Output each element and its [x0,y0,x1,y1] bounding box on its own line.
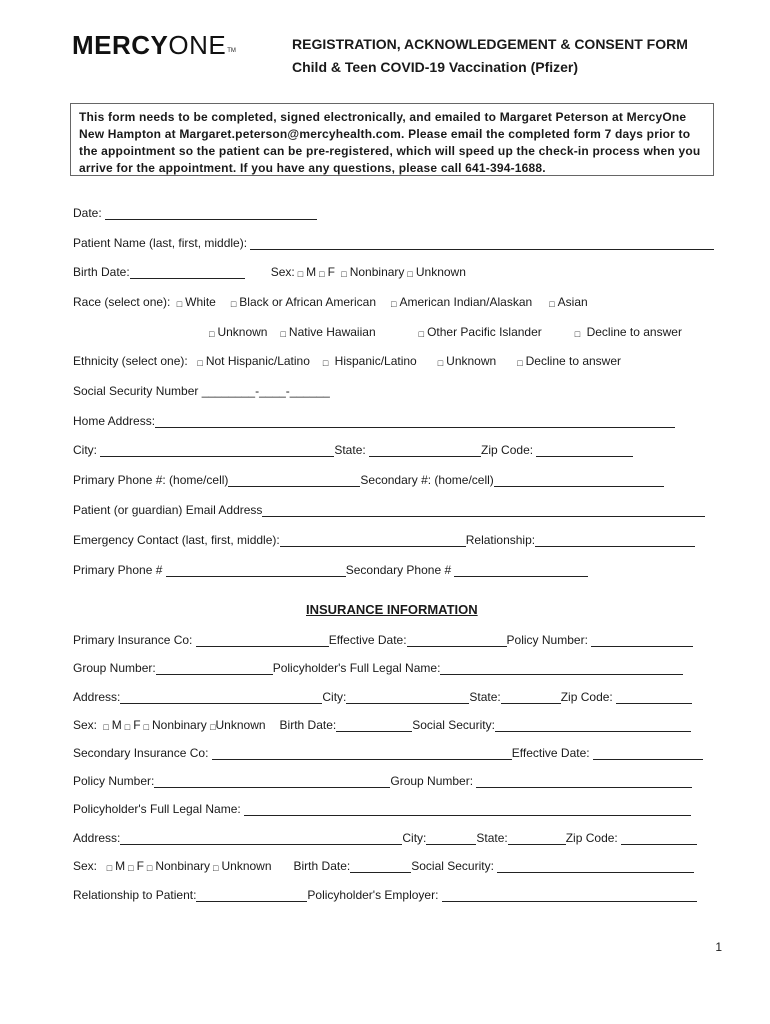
secondary-zip-label: Zip Code: [565,831,618,845]
race-label: Race (select one): [73,295,171,309]
logo-bold-text: MERCY [72,30,169,60]
checkbox-icon[interactable]: □ [209,329,215,339]
secondary-hc-label: Secondary #: (home/cell) [360,473,494,487]
checkbox-icon[interactable]: □ [210,722,216,732]
secondary-policyholder-row [73,802,691,816]
secondary-policy-number-label: Policy Number: [73,774,155,788]
insurance-zip-field[interactable] [616,691,692,704]
home-address-field[interactable] [155,415,675,428]
race-asian-label: Asian [557,295,588,309]
race-row-1 [73,295,588,309]
secondary-address-label: Address: [73,831,121,845]
secondary-f-label: F [136,859,144,873]
primary-phone-field[interactable] [166,564,346,577]
secondary-state-field[interactable] [508,832,566,845]
zip-field[interactable] [536,444,633,457]
sex-nonbinary-label: Nonbinary [349,265,405,279]
date-label: Date: [73,206,102,220]
secondary-birth-date-field[interactable] [350,860,411,873]
relationship-to-patient-field[interactable] [196,889,307,902]
sex-unknown-label: Unknown [415,265,466,279]
sex-f-label: F [327,265,335,279]
insurance-sex-row-2 [73,859,694,873]
relationship-label: Relationship: [465,533,536,547]
home-address-row [73,414,675,428]
race-row-2 [206,325,682,339]
city-label: City: [73,443,97,457]
race-hawaiian-label: Native Hawaiian [288,325,376,339]
secondary-city-field[interactable] [426,832,476,845]
secondary-group-number-label: Group Number: [390,774,474,788]
insurance-f-label: F [133,718,141,732]
eth-not-hispanic-label: Not Hispanic/Latino [205,354,310,368]
insurance-address-row [73,690,692,704]
ethnicity-row [73,354,621,368]
race-pacific-label: Other Pacific Islander [427,325,542,339]
secondary-unknown-label: Unknown [221,859,272,873]
form-title: REGISTRATION, ACKNOWLEDGEMENT & CONSENT FORM [292,36,688,52]
checkbox-icon[interactable]: □ [437,358,444,368]
insurance-city-field[interactable] [346,691,469,704]
insurance-m-label: M [111,718,122,732]
checkbox-icon[interactable]: □ [341,269,347,279]
zip-label: Zip Code: [481,443,534,457]
secondary-nonbinary-label: Nonbinary [155,859,211,873]
insurance-sex-label: Sex: [73,718,98,732]
checkbox-icon[interactable]: □ [230,299,237,309]
insurance-address-field[interactable] [120,691,322,704]
logo-light-text: ONE [168,30,227,60]
policy-number-field[interactable] [591,634,693,647]
checkbox-icon[interactable]: □ [407,269,413,279]
city-state-zip-row [73,443,633,457]
checkbox-icon[interactable]: □ [213,863,219,873]
page-number: 1 [715,940,722,954]
relationship-field[interactable] [535,534,695,547]
primary-insurance-field[interactable] [196,634,329,647]
ssn-row [73,384,330,398]
insurance-nonbinary-label: Nonbinary [152,718,207,732]
insurance-city-label: City: [322,690,347,704]
email-field[interactable] [262,504,705,517]
home-address-label: Home Address: [73,414,156,428]
secondary-address-field[interactable] [120,832,402,845]
phone-row [73,473,664,487]
checkbox-icon[interactable]: □ [549,299,555,309]
secondary-policy-number-field[interactable] [154,775,390,788]
secondary-ssn-field[interactable] [497,860,694,873]
secondary-city-label: City: [402,831,427,845]
group-number-label: Group Number: [73,661,156,675]
insurance-state-label: State: [469,690,501,704]
primary-phone-hc-label: Primary Phone #: (home/cell) [73,473,229,487]
ethnicity-label: Ethnicity (select one): [73,354,188,368]
secondary-m-label: M [115,859,126,873]
relationship-employer-row [73,888,697,902]
emergency-contact-field[interactable] [280,534,466,547]
date-row [73,206,317,220]
insurance-zip-label: Zip Code: [560,690,613,704]
patient-name-field[interactable] [250,237,714,250]
insurance-ssn-label: Social Security: [412,718,495,732]
email-row [73,503,705,517]
policyholder-name-field[interactable] [440,662,683,675]
secondary-insurance-field[interactable] [212,747,512,760]
sex-m-label: M [306,265,317,279]
secondary-insurance-label: Secondary Insurance Co: [73,746,209,760]
effective-date-field[interactable] [407,634,507,647]
insurance-state-field[interactable] [501,691,561,704]
checkbox-icon[interactable]: □ [176,299,183,309]
birth-date-label: Birth Date: [73,265,130,279]
insurance-unknown-label: Unknown [215,718,266,732]
instructions-notice: This form needs to be completed, signed electronically, and emailed to Margaret Peterson at MercyOne New Hampton at Margaret.peterson@mercyhealth.com. Please email the completed form 7 days prior to the appointment so the patient can be pre-registered, which will speed up the check-in process when you arrive for the appointment. If you have any questions, please call 641-394-1688. [70,103,714,176]
policyholder-employer-field[interactable] [442,889,697,902]
secondary-hc-field[interactable] [494,474,664,487]
checkbox-icon[interactable]: □ [319,269,325,279]
emergency-contact-label: Emergency Contact (last, first, middle): [73,533,280,547]
checkbox-icon[interactable]: □ [106,863,113,873]
secondary-policy-row [73,774,692,788]
checkbox-icon[interactable]: □ [574,329,581,339]
primary-insurance-row [73,633,693,647]
insurance-sex-row-1 [73,718,691,732]
sex-label: Sex: [270,265,295,279]
checkbox-icon[interactable]: □ [418,329,425,339]
form-subtitle: Child & Teen COVID-19 Vaccination (Pfizer) [292,59,579,75]
checkbox-icon[interactable]: □ [128,863,134,873]
insurance-birth-date-field[interactable] [336,719,412,732]
insurance-ssn-field[interactable] [495,719,691,732]
secondary-zip-field[interactable] [621,832,697,845]
effective-date-label: Effective Date: [328,633,407,647]
checkbox-icon[interactable]: □ [297,269,304,279]
race-black-label: Black or African American [239,295,377,309]
patient-name-label: Patient Name (last, first, middle): [73,236,248,250]
city-field[interactable] [100,444,334,457]
group-number-row [73,661,683,675]
insurance-birth-date-label: Birth Date: [279,718,337,732]
ssn-label[interactable]: Social Security Number ________-____-______ [73,384,330,398]
checkbox-icon[interactable]: □ [280,329,286,339]
patient-name-row [73,236,714,250]
secondary-state-label: State: [476,831,508,845]
secondary-address-row [73,831,697,845]
eth-decline-label: Decline to answer [525,354,622,368]
secondary-policyholder-label: Policyholder's Full Legal Name: [73,802,241,816]
secondary-sex-label: Sex: [73,859,98,873]
secondary-ssn-label: Social Security: [411,859,494,873]
race-white-label: White [185,295,216,309]
race-native-label: American Indian/Alaskan [399,295,533,309]
secondary-policyholder-field[interactable] [244,803,691,816]
state-field[interactable] [369,444,481,457]
policyholder-employer-label: Policyholder's Employer: [307,888,439,902]
primary-phone-hc-field[interactable] [228,474,360,487]
primary-phone-label: Primary Phone # [73,563,163,577]
emergency-contact-row [73,533,695,547]
group-number-field[interactable] [156,662,273,675]
checkbox-icon[interactable]: □ [517,358,523,368]
secondary-phone-label: Secondary Phone # [345,563,452,577]
secondary-effective-date-label: Effective Date: [511,746,590,760]
primary-insurance-label: Primary Insurance Co: [73,633,193,647]
checkbox-icon[interactable]: □ [322,358,329,368]
birth-sex-row [73,265,466,279]
email-label: Patient (or guardian) Email Address [73,503,263,517]
secondary-birth-date-label: Birth Date: [293,859,351,873]
birth-date-field[interactable] [130,266,245,279]
checkbox-icon[interactable]: □ [124,722,131,732]
race-unknown-label: Unknown [217,325,268,339]
policyholder-name-label: Policyholder's Full Legal Name: [272,661,441,675]
secondary-effective-date-field[interactable] [593,747,703,760]
eth-hispanic-label: Hispanic/Latino [334,354,417,368]
checkbox-icon[interactable]: □ [103,722,109,732]
insurance-address-label: Address: [73,690,121,704]
secondary-insurance-row [73,746,703,760]
insurance-section-title: INSURANCE INFORMATION [306,602,478,617]
relationship-to-patient-label: Relationship to Patient: [73,888,197,902]
checkbox-icon[interactable]: □ [146,863,153,873]
mercyone-logo: MERCYONE TM [72,30,236,60]
checkbox-icon[interactable]: □ [197,358,203,368]
checkbox-icon[interactable]: □ [391,299,397,309]
policy-number-label: Policy Number: [506,633,588,647]
emergency-phone-row [73,563,588,577]
secondary-group-number-field[interactable] [476,775,692,788]
state-label: State: [334,443,366,457]
date-field[interactable] [105,207,317,220]
secondary-phone-field[interactable] [454,564,588,577]
eth-unknown-label: Unknown [446,354,497,368]
race-decline-label: Decline to answer [586,325,682,339]
checkbox-icon[interactable]: □ [143,722,150,732]
